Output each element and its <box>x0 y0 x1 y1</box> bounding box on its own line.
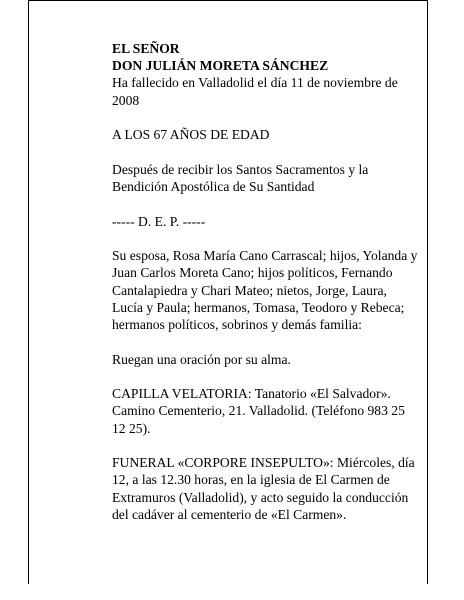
sacraments-line: Después de recibir los Santos Sacramentos y la Bendición Apostólica de Su Santidad <box>112 161 369 194</box>
prayer-line: Ruegan una oración por su alma. <box>112 351 291 367</box>
chapel-paragraph: CAPILLA VELATORIA: Tanatorio «El Salvador». Camino Cementerio, 21. Valladolid. (Teléfono 983 25 12 25). <box>112 386 405 436</box>
heading-title: EL SEÑOR <box>112 41 180 56</box>
funeral-paragraph: FUNERAL «CORPORE INSEPULTO»: Miércoles, día 12, a las 12.30 horas, en la iglesia de El Carmen de Extramuros (Valladolid), y acto seguido la conducción del cadáver al cementerio de «El Carmen». <box>112 455 415 522</box>
deceased-name: DON JULIÁN MORETA SÁNCHEZ <box>112 58 329 74</box>
family-paragraph: Su esposa, Rosa María Cano Carrascal; hijos, Yolanda y Juan Carlos Moreta Cano; hijos políticos, Fernando Cantalapiedra y Chari Mateo; nietos, Jorge, Laura, Lucía y Paula; hermanos, Tomasa, Teodoro y Rebeca; hermanos políticos, sobrinos y demás familia: <box>112 248 418 332</box>
death-statement: Ha fallecido en Valladolid el día 11 de noviembre de 2008 <box>112 75 398 108</box>
rip-line: ----- D. E. P. ----- <box>112 213 206 229</box>
obituary-notice <box>112 40 418 523</box>
age-line: A LOS 67 AÑOS DE EDAD <box>112 127 270 143</box>
